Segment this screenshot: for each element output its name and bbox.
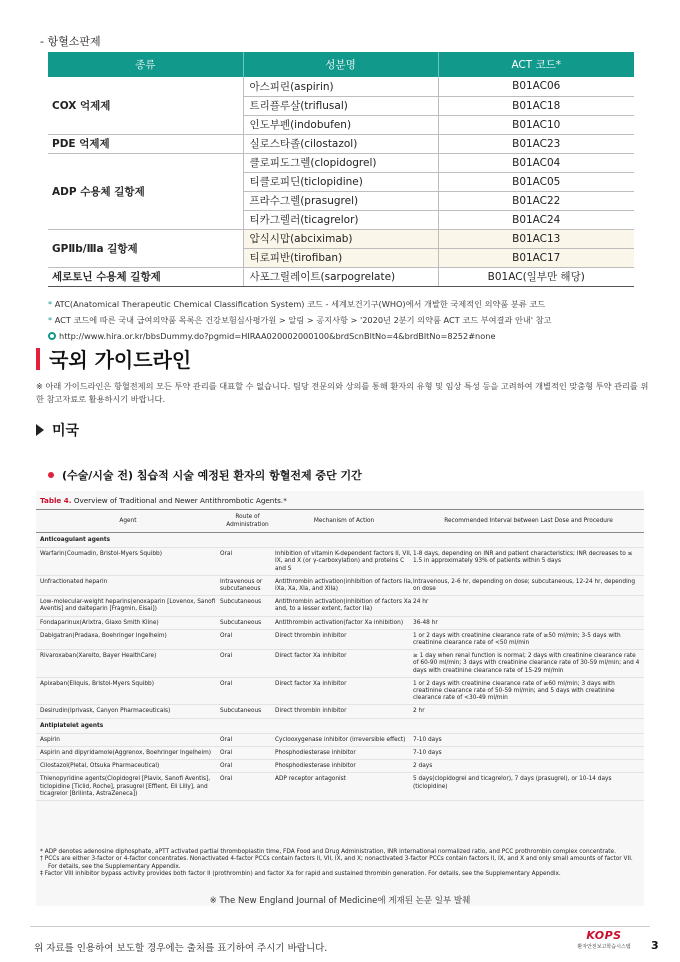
section-title-text: 국외 가이드라인 xyxy=(49,348,192,372)
header-route: Route of Administration xyxy=(226,514,269,528)
table-row xyxy=(36,630,644,650)
agent-cell: Aspirin xyxy=(40,736,60,743)
group-name: GPⅡb/Ⅲa 길항제 xyxy=(48,229,243,267)
act-code: B01AC17 xyxy=(438,248,634,267)
agent-cell: Low-molecular-weight heparins(enoxaparin [Lovenox, Sanofi Aventis] and dalteparin [Fragmin, Eisai]) xyxy=(40,599,216,613)
route-cell: Subcutaneous xyxy=(220,619,262,626)
header-agent: Agent xyxy=(119,517,137,524)
figure-footnotes xyxy=(40,849,640,879)
table-row xyxy=(36,617,644,630)
interval-cell: 24 hr xyxy=(413,599,429,606)
group-name: ADP 수용체 길항제 xyxy=(48,153,243,229)
kops-logo xyxy=(573,929,635,950)
section-anticoagulant: Anticoagulant agents xyxy=(36,533,644,548)
route-cell: Oral xyxy=(220,736,233,743)
group-name: COX 억제제 xyxy=(48,77,243,134)
ingredient-name: 실로스타졸(cilostazol) xyxy=(243,134,438,153)
act-code: B01AC18 xyxy=(438,96,634,115)
interval-cell: 1-8 days, depending on INR and patient characteristics; INR decreases to ≤ 1.5 in approximately 93% of patients within 5 days xyxy=(413,551,633,565)
section-title xyxy=(36,344,191,373)
triangle-icon xyxy=(36,424,44,436)
country-text: 미국 xyxy=(52,423,80,439)
act-code: B01AC22 xyxy=(438,191,634,210)
interval-cell: Intravenous, 2-6 hr, depending on dose; subcutaneous, 12-24 hr, depending on dose xyxy=(413,578,636,593)
agent-cell: Cilostazol(Pletal, Otsuka Pharmaceutical) xyxy=(40,763,160,770)
mechanism-cell: Direct factor Xa inhibitor xyxy=(275,653,347,660)
table-row xyxy=(36,705,644,718)
route-cell: Subcutaneous xyxy=(220,708,262,715)
mechanism-cell: Direct thrombin inhibitor xyxy=(275,708,347,715)
logo-mark: KOPS xyxy=(586,929,622,942)
act-code: B01AC06 xyxy=(438,77,634,96)
table-row xyxy=(36,760,644,773)
agent-cell: Fondaparinux(Arixtra, Glaxo Smith Kline) xyxy=(40,619,159,626)
mechanism-cell: Phosphodiesterase inhibitor xyxy=(275,763,356,770)
header-interval: Recommended Interval between Last Dose and Procedure xyxy=(444,517,613,524)
route-cell: Oral xyxy=(220,763,233,770)
act-code: B01AC23 xyxy=(438,134,634,153)
figure-header-row xyxy=(36,511,644,533)
table-row xyxy=(48,134,634,153)
agent-cell: Unfractionated heparin xyxy=(40,578,108,585)
mechanism-cell: Direct thrombin inhibitor xyxy=(275,632,347,639)
note-act-text: ACT 코드에 따른 국내 급여의약품 목록은 건강보험심사평가원 > 알림 > 공지사항 > '2020년 2분기 의약품 ACT 코드 부여결과 안내' 참고 xyxy=(54,315,552,325)
mechanism-cell: Antithrombin activation(inhibition of factors IIa, IXa, Xa, XIa, and XIIa) xyxy=(275,578,413,593)
interval-cell: 2 days xyxy=(413,763,433,770)
agent-cell: Desirudin(Iprivask, Canyon Pharmaceuticals) xyxy=(40,708,171,715)
country-heading xyxy=(36,420,79,440)
section-antiplatelet: Antiplatelet agents xyxy=(36,719,644,734)
route-cell: Oral xyxy=(220,776,233,783)
agent-cell: Dabigatran(Pradaxa, Boehringer Ingelheim) xyxy=(40,632,167,639)
table-row xyxy=(36,678,644,706)
ingredient-name: 클로피도그렐(clopidogrel) xyxy=(243,153,438,172)
route-cell: Oral xyxy=(220,680,233,687)
interval-cell: 7-10 days xyxy=(413,736,442,743)
logo-subtitle: 환자안전보고학습시스템 xyxy=(577,944,631,950)
note-atc-text: ATC(Anatomical Therapeutic Chemical Classification System) 코드 - 세계보건기구(WHO)에서 개발한 국제적인 의약품 분류 코드 xyxy=(54,299,546,309)
interval-cell: 36-48 hr xyxy=(413,619,438,626)
footnote: * ADP denotes adenosine diphosphate, aPTT activated partial thromboplastin time, FDA Food and Drug Administration, INR international normalized ratio, and PCC prothrombin complex concentrate. xyxy=(40,849,616,855)
table-row xyxy=(36,773,644,801)
antiplatelet-table xyxy=(48,52,634,287)
figure-rule xyxy=(36,509,644,510)
mechanism-cell: Cyclooxygenase inhibitor (irreversible effect) xyxy=(275,736,406,743)
interval-cell: ≥ 1 day when renal function is normal; 2 days with creatinine clearance rate of 60-90 ml/min; 3 days with creatinine clearance rate of 30-59 ml/min; and 4 days with creatinine clearance rate of 15-29 ml/min xyxy=(413,653,640,674)
interval-cell: 2 hr xyxy=(413,708,425,715)
footnote: † PCCs are either 3-factor or 4-factor concentrates. Nonactivated 4-factor PCCs contain factors II, VII, IX, and X; nonactivated 3-factor PCCs contain factors II, IX, and X and only small amounts of factor VII. For details, see the Supplementary Appendix. xyxy=(40,856,633,870)
table-row xyxy=(48,153,634,172)
interval-cell: 1 or 2 days with creatinine clearance rate of ≥60 ml/min; 3 days with creatinine clearance rate of 50-59 ml/min; and 5 days with creatinine clearance rate of <30-49 ml/min xyxy=(413,680,615,702)
ingredient-name: 트리플루살(triflusal) xyxy=(243,96,438,115)
nejm-table-figure xyxy=(36,491,644,906)
interval-cell: 1 or 2 days with creatinine clearance rate of ≥50 ml/min; 3-5 days with creatinine clearance rate of <50 ml/min xyxy=(413,632,621,647)
link-icon xyxy=(48,332,56,340)
agent-cell: Warfarin(Coumadin, Bristol-Myers Squibb) xyxy=(40,551,162,558)
table-row xyxy=(36,596,644,616)
note-link[interactable] xyxy=(48,328,551,344)
footer-divider xyxy=(30,926,650,927)
header-mechanism: Mechanism of Action xyxy=(313,517,375,524)
agent-cell: Aspirin and dipyridamole(Aggrenox, Boehringer Ingelheim) xyxy=(40,750,212,757)
footnote: ‡ Factor VIII inhibitor bypass activity provides both factor II (prothrombin) and factor Xa for rapid and sustained thrombin generation. For details, see the Supplementary Appendix. xyxy=(40,871,561,878)
note-act: * ACT 코드에 따른 국내 급여의약품 목록은 건강보험심사평가원 > 알림 > 공지사항 > '2020년 2분기 의약품 ACT 코드 부여결과 안내' 참고 xyxy=(48,315,552,325)
mechanism-cell: Direct factor Xa inhibitor xyxy=(275,680,347,687)
group-name: 세로토닌 수용체 길항제 xyxy=(48,267,243,286)
source-note: ※ The New England Journal of Medicine에 게재된 논문 일부 발췌 xyxy=(209,896,471,906)
col-header-type: 종류 xyxy=(48,52,243,77)
act-code: B01AC04 xyxy=(438,153,634,172)
act-code: B01AC24 xyxy=(438,210,634,229)
mechanism-cell: Antithrombin activation(factor Xa inhibition) xyxy=(275,619,404,626)
page-number: 3 xyxy=(651,939,659,952)
ingredient-name: 사포그릴레이트(sarpogrelate) xyxy=(243,267,438,286)
route-cell: Subcutaneous xyxy=(220,599,262,606)
bullet-dot-icon xyxy=(48,472,54,478)
col-header-act-code: ACT 코드* xyxy=(438,52,634,77)
col-header-ingredient: 성분명 xyxy=(243,52,438,77)
act-code: B01AC13 xyxy=(438,229,634,248)
figure-grid xyxy=(36,511,644,801)
mechanism-cell: Inhibition of vitamin K-dependent factors II, VII, IX, and X (or γ-carboxylation) and proteins C and S xyxy=(275,551,412,572)
ingredient-name: 티클로피딘(ticlopidine) xyxy=(243,172,438,191)
table-row xyxy=(36,747,644,760)
bullet-title-text: (수술/시술 전) 침습적 시술 예정된 환자의 항혈전제 중단 기간 xyxy=(62,469,362,482)
table-row xyxy=(36,548,644,576)
route-cell: Oral xyxy=(220,750,233,757)
agent-cell: Thienopyridine agents(Clopidogrel [Plavix, Sanofi Aventis], ticlopidine [Ticlid, Roche], prasugrel [Effient, Eli Lilly], and ticagrelor [Brilinta, AstraZeneca]) xyxy=(40,776,211,797)
act-code: B01AC10 xyxy=(438,115,634,134)
ingredient-name: 프라수그렐(prasugrel) xyxy=(243,191,438,210)
ingredient-name: 티로피반(tirofiban) xyxy=(243,248,438,267)
interval-cell: 7-10 days xyxy=(413,750,442,757)
route-cell: Intravenous or subcutaneous xyxy=(220,578,263,593)
figure-caption xyxy=(40,496,287,505)
agent-cell: Rivaroxaban(Xarelto, Bayer HealthCare) xyxy=(40,653,157,660)
figure-caption-text: Overview of Traditional and Newer Antithrombotic Agents.* xyxy=(73,496,287,505)
footer-text: 위 자료를 인용하여 보도할 경우에는 출처를 표기하여 주시기 바랍니다. xyxy=(34,943,328,954)
table-row xyxy=(48,267,634,286)
ingredient-name: 인도부펜(indobufen) xyxy=(243,115,438,134)
table-row xyxy=(48,229,634,248)
table-row xyxy=(48,77,634,96)
note-atc: * ATC(Anatomical Therapeutic Chemical Classification System) 코드 - 세계보건기구(WHO)에서 개발한 국제적인 의약품 분류 코드 xyxy=(48,299,546,309)
sub-heading: - 항혈소판제 xyxy=(40,35,101,48)
section-bar-icon xyxy=(36,348,40,370)
figure-caption-label: Table 4. xyxy=(40,496,72,505)
mechanism-cell: Phosphodiesterase inhibitor xyxy=(275,750,356,757)
table-row xyxy=(36,650,644,678)
group-name: PDE 억제제 xyxy=(48,134,243,153)
table-row xyxy=(36,576,644,596)
route-cell: Oral xyxy=(220,551,233,558)
act-code: B01AC(일부만 해당) xyxy=(438,267,634,286)
table-notes xyxy=(48,296,551,344)
section-note: ※ 아래 가이드라인은 항혈전제의 모든 투약 관리를 대표할 수 없습니다. 팀당 전문의와 상의를 통해 환자의 유형 및 임상 특성 등을 고려하여 개별적인 맞춤형 투약 관리를 위한 참고자료로 활용하시기 바랍니다. xyxy=(36,381,649,404)
mechanism-cell: Antithrombin activation(inhibition of factors Xa and, to a lesser extent, factor IIa) xyxy=(275,599,412,613)
table-row xyxy=(36,734,644,747)
route-cell: Oral xyxy=(220,632,233,639)
agent-cell: Apixaban(Eliquis, Bristol-Myers Squibb) xyxy=(40,680,154,687)
interval-cell: 5 days(clopidogrel and ticagrelor), 7 days (prasugrel), or 10-14 days (ticlopidine) xyxy=(413,776,612,790)
ingredient-name: 압식시맙(abciximab) xyxy=(243,229,438,248)
act-code: B01AC05 xyxy=(438,172,634,191)
ingredient-name: 아스피린(aspirin) xyxy=(243,77,438,96)
ingredient-name: 티카그렐러(ticagrelor) xyxy=(243,210,438,229)
mechanism-cell: ADP receptor antagonist xyxy=(275,776,346,783)
bullet-title xyxy=(48,467,362,483)
hira-link[interactable]: http://www.hira.or.kr/bbsDummy.do?pgmid=HIRAA020002000100&brdScnBltNo=4&brdBltNo=8252#none xyxy=(59,331,496,341)
route-cell: Oral xyxy=(220,653,233,660)
